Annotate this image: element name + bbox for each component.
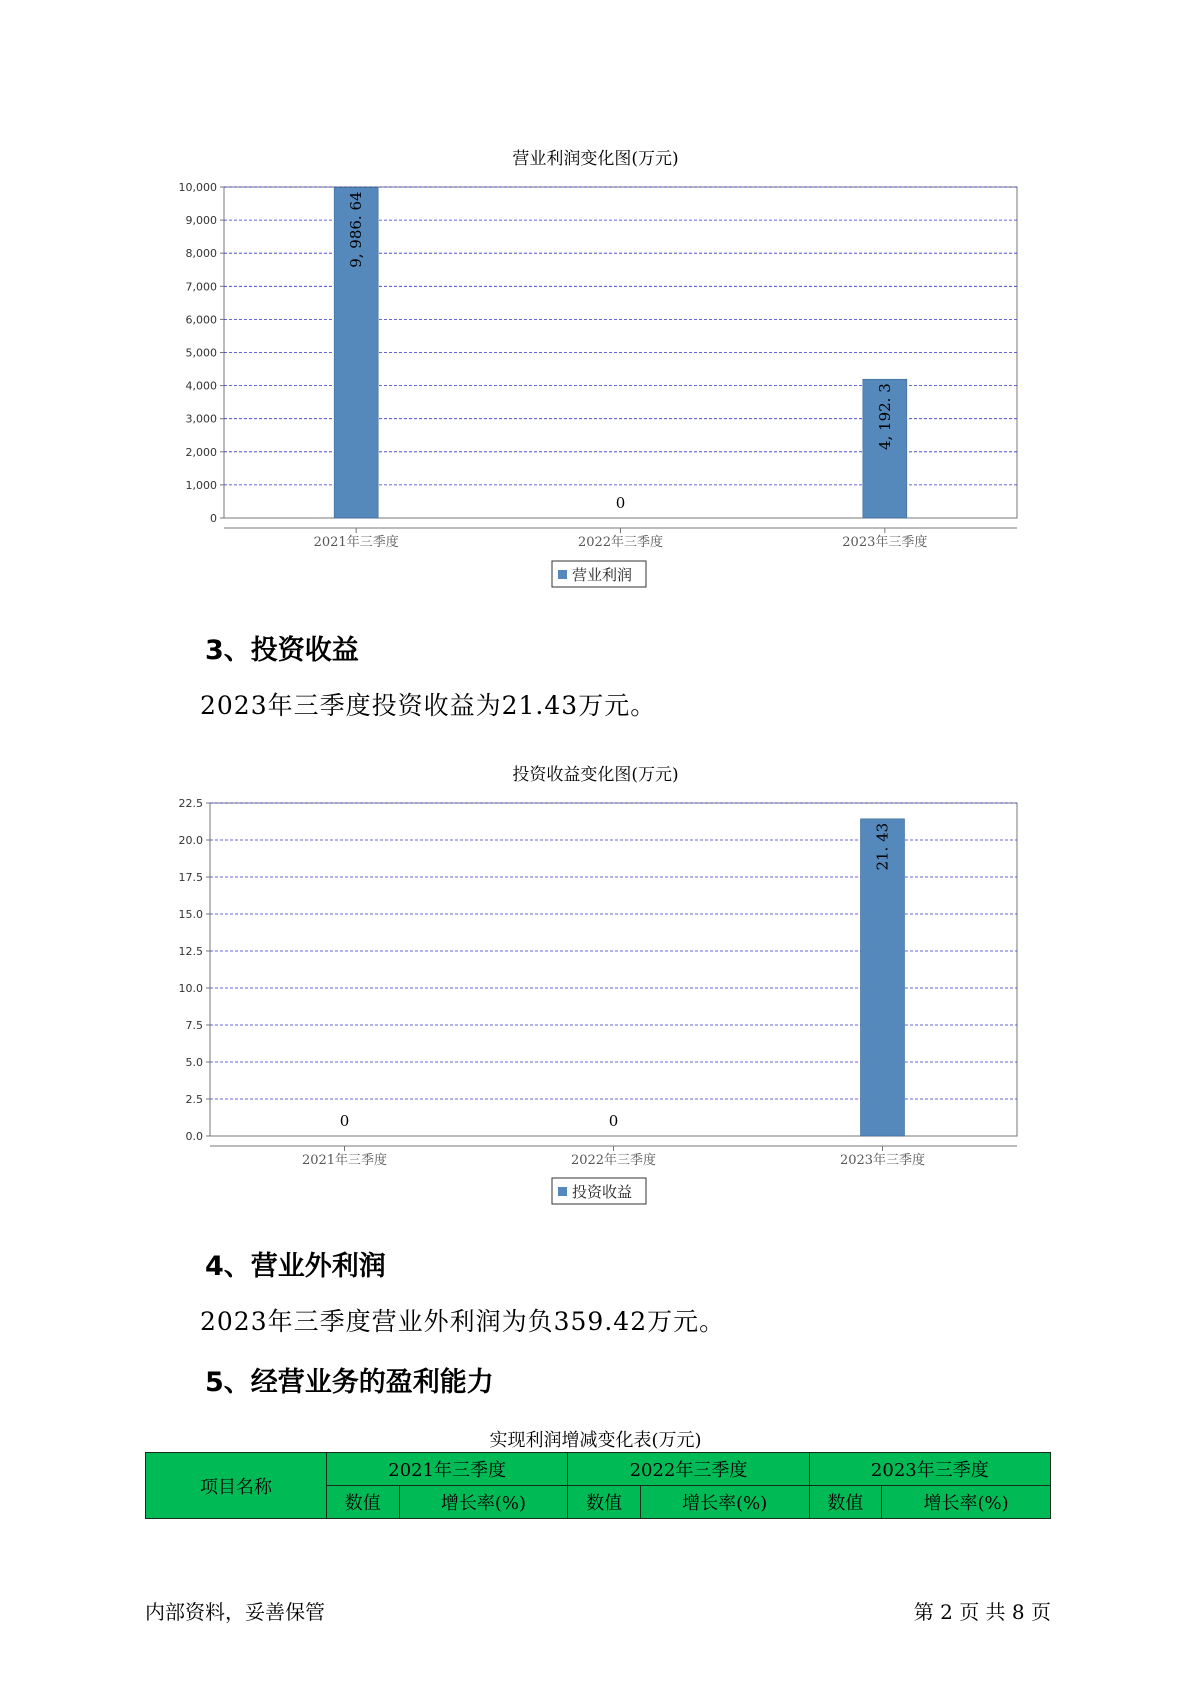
x-tick-label: 2021年三季度 (301, 1153, 388, 1168)
nonop-text: 2023年三季度营业外利润为负359.42万元。 (200, 1307, 726, 1336)
value-header: 数值 (327, 1486, 400, 1519)
legend-swatch (558, 1187, 567, 1196)
table-caption: 实现利润增减变化表(万元) (489, 1430, 702, 1451)
y-tick-label: 7,000 (185, 280, 217, 294)
legend-label: 投资收益 (572, 1183, 633, 1201)
period-header: 2022年三季度 (568, 1453, 809, 1486)
y-tick-label: 17.5 (178, 871, 203, 884)
y-tick-label: 3,000 (185, 412, 217, 426)
y-tick-label: 2.5 (185, 1093, 203, 1106)
data-label: 0 (339, 1112, 350, 1130)
investment-heading: 3、投资收益 (205, 635, 359, 666)
legend-label: 营业利润 (572, 566, 633, 584)
value-header: 数值 (809, 1486, 882, 1519)
y-tick-label: 9,000 (185, 214, 217, 228)
growth-header: 增长率(%) (882, 1486, 1051, 1519)
footer-right: 第 2 页 共 8 页 (913, 1600, 1051, 1624)
data-label: 4, 192. 3 (875, 383, 894, 451)
profitability-heading: 5、经营业务的盈利能力 (205, 1367, 494, 1398)
value-header: 数值 (568, 1486, 641, 1519)
y-tick-label: 22.5 (178, 797, 203, 810)
investment-text: 2023年三季度投资收益为21.43万元。 (200, 691, 657, 720)
item-name-header: 项目名称 (146, 1453, 327, 1519)
period-header: 2021年三季度 (327, 1453, 568, 1486)
data-label: 0 (608, 1112, 619, 1130)
profit-chart-title: 营业利润变化图(万元) (512, 149, 679, 169)
growth-header: 增长率(%) (640, 1486, 809, 1519)
growth-header: 增长率(%) (399, 1486, 568, 1519)
period-header: 2023年三季度 (809, 1453, 1050, 1486)
x-tick-label: 2023年三季度 (842, 535, 928, 550)
y-tick-label: 15.0 (178, 908, 203, 921)
x-tick-label: 2023年三季度 (839, 1153, 926, 1168)
nonop-heading: 4、营业外利润 (205, 1251, 386, 1282)
y-tick-label: 10.0 (178, 982, 203, 995)
profit-change-table (145, 1452, 1051, 1519)
y-tick-label: 20.0 (178, 834, 203, 847)
footer-left: 内部资料，妥善保管 (145, 1600, 325, 1624)
data-label: 0 (615, 494, 626, 512)
y-tick-label: 0 (210, 512, 217, 525)
y-tick-label: 10,000 (178, 181, 217, 194)
x-tick-label: 2022年三季度 (577, 535, 664, 550)
x-tick-label: 2021年三季度 (313, 535, 399, 550)
y-tick-label: 12.5 (178, 945, 203, 958)
y-tick-label: 0.0 (185, 1130, 203, 1143)
data-label: 9, 986. 64 (347, 191, 366, 268)
y-tick-label: 4,000 (185, 379, 217, 393)
y-tick-label: 5.0 (185, 1056, 203, 1069)
y-tick-label: 1,000 (185, 478, 217, 492)
y-tick-label: 6,000 (185, 313, 217, 327)
x-tick-label: 2022年三季度 (570, 1153, 657, 1168)
data-label: 21. 43 (873, 822, 892, 871)
y-tick-label: 2,000 (185, 445, 217, 459)
y-tick-label: 8,000 (185, 247, 217, 261)
y-tick-label: 7.5 (185, 1019, 203, 1032)
y-tick-label: 5,000 (185, 346, 217, 360)
investment-chart-title: 投资收益变化图(万元) (512, 765, 679, 785)
